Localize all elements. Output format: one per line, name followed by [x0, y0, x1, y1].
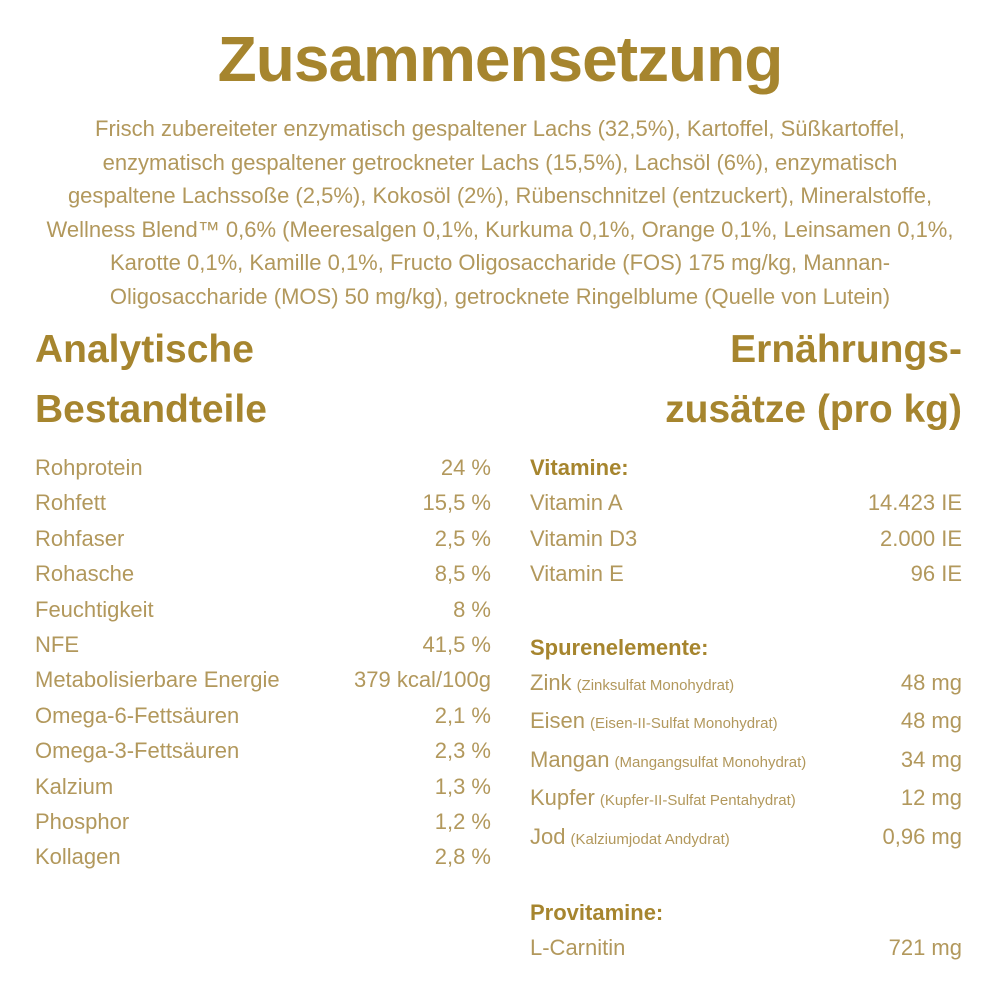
- additive-group: [530, 630, 962, 857]
- table-row: [530, 485, 962, 520]
- heading-line: Analytische: [35, 328, 254, 371]
- row-label: [530, 556, 624, 591]
- row-label: [530, 780, 796, 818]
- table-row: [35, 450, 491, 485]
- row-value: 2,8 %: [434, 844, 491, 870]
- table-row: [35, 627, 491, 662]
- table-row: [530, 703, 962, 741]
- row-label-text: Rohfett: [35, 490, 106, 516]
- row-value: 48 mg: [900, 670, 962, 696]
- row-value: 15,5 %: [422, 490, 491, 516]
- table-row: [530, 665, 962, 703]
- row-label-text: Phosphor: [35, 809, 130, 835]
- table-row: [35, 556, 491, 591]
- row-value: 96 IE: [910, 561, 962, 587]
- group-header: Vitamine:: [530, 455, 629, 480]
- row-note: (Eisen-II-Sulfat Monohydrat): [590, 715, 778, 733]
- row-note: (Zinksulfat Monohydrat): [576, 677, 735, 695]
- row-label: [35, 592, 154, 627]
- row-value: 8 %: [453, 596, 491, 622]
- row-value: 41,5 %: [422, 632, 491, 658]
- row-label: [530, 703, 778, 741]
- additive-group: [530, 450, 962, 592]
- row-label-text: Jod: [530, 823, 566, 849]
- row-note: (Kalziumjodat Andydrat): [570, 830, 730, 848]
- row-label-text: Metabolisierbare Energie: [35, 667, 280, 693]
- row-label: [35, 769, 113, 804]
- table-row: [35, 485, 491, 520]
- row-label: [530, 742, 806, 780]
- ingredients-paragraph: [40, 112, 960, 314]
- table-row: [35, 769, 491, 804]
- row-label: [35, 521, 124, 556]
- row-label-text: Omega-3-Fettsäuren: [35, 738, 240, 764]
- row-label: [530, 930, 625, 965]
- nutritional-additives-heading: [665, 320, 962, 440]
- row-value: 0,96 mg: [882, 823, 962, 849]
- row-label: [35, 662, 280, 697]
- row-label-text: Omega-6-Fettsäuren: [35, 702, 240, 728]
- ingredients-line: enzymatisch gespaltener getrockneter Lachs (15,5%), Lachsöl (6%), enzymatisch: [102, 149, 898, 175]
- row-label-text: Zink: [530, 670, 572, 696]
- additive-group: [530, 895, 962, 966]
- row-label: [35, 733, 239, 768]
- table-row: [35, 733, 491, 768]
- heading-line: Ernährungs-: [730, 328, 962, 371]
- row-label-text: Vitamin E: [530, 561, 624, 587]
- table-row: [35, 839, 491, 874]
- table-row: [530, 521, 962, 556]
- row-label-text: Rohfaser: [35, 525, 125, 551]
- ingredients-line: gespaltene Lachssoße (2,5%), Kokosöl (2%), Rübenschnitzel (entzuckert), Mineralstoffe,: [67, 183, 933, 209]
- row-label: [35, 556, 134, 591]
- table-row: [35, 662, 491, 697]
- heading-line: zusätze (pro kg): [665, 388, 962, 431]
- row-label-text: Kalzium: [35, 773, 114, 799]
- row-label: [35, 485, 106, 520]
- row-label-text: Vitamin A: [530, 490, 623, 516]
- row-label-text: Mangan: [530, 746, 610, 772]
- row-value: 1,3 %: [434, 773, 491, 799]
- row-label: [530, 819, 730, 857]
- row-label-text: Kupfer: [530, 785, 595, 811]
- table-row: [530, 930, 962, 965]
- row-label-text: Feuchtigkeit: [35, 596, 154, 622]
- row-value: 14.423 IE: [867, 490, 962, 516]
- nutritional-additives-table: [530, 450, 962, 966]
- row-label: [35, 698, 239, 733]
- row-value: 2,3 %: [434, 738, 491, 764]
- table-row: [530, 780, 962, 818]
- row-value: 2.000 IE: [880, 525, 962, 551]
- ingredients-line: Frisch zubereiteter enzymatisch gespaltener Lachs (32,5%), Kartoffel, Süßkartoffel,: [95, 116, 905, 141]
- table-row: [530, 819, 962, 857]
- analytical-constituents-heading: [35, 320, 267, 440]
- table-row: [530, 556, 962, 591]
- row-label: [530, 485, 623, 520]
- row-label-text: Eisen: [530, 708, 586, 734]
- heading-line: Bestandteile: [35, 388, 267, 431]
- row-label-text: Kollagen: [35, 844, 121, 870]
- row-label-text: L-Carnitin: [530, 935, 626, 961]
- ingredients-line: Oligosaccharide (MOS) 50 mg/kg), getrocknete Ringelblume (Quelle von Lutein): [109, 283, 891, 309]
- row-note: (Mangangsulfat Monohydrat): [614, 753, 807, 771]
- analytical-constituents-table: [35, 450, 491, 875]
- table-row: [35, 804, 491, 839]
- row-label: [530, 521, 637, 556]
- row-value: 8,5 %: [434, 561, 491, 587]
- row-value: 34 mg: [900, 746, 962, 772]
- row-value: 1,2 %: [434, 809, 491, 835]
- row-value: 12 mg: [900, 785, 962, 811]
- ingredients-line: Karotte 0,1%, Kamille 0,1%, Fructo Oligosaccharide (FOS) 175 mg/kg, Mannan-: [109, 250, 891, 276]
- row-note: (Kupfer-II-Sulfat Pentahydrat): [599, 792, 796, 810]
- page-title: Zusammensetzung: [217, 23, 783, 95]
- row-label-text: Rohasche: [35, 561, 135, 587]
- row-value: 48 mg: [900, 708, 962, 734]
- row-label-text: Vitamin D3: [530, 525, 638, 551]
- row-label: [35, 839, 121, 874]
- row-label: [35, 627, 79, 662]
- table-row: [35, 592, 491, 627]
- row-label: [35, 450, 143, 485]
- row-value: 721 mg: [888, 935, 962, 961]
- ingredients-line: Wellness Blend™ 0,6% (Meeresalgen 0,1%, Kurkuma 0,1%, Orange 0,1%, Leinsamen 0,1%,: [46, 216, 954, 242]
- table-row: [530, 742, 962, 780]
- group-header: Spurenelemente:: [530, 634, 709, 660]
- row-value: 2,1 %: [434, 702, 491, 728]
- row-value: 379 kcal/100g: [354, 667, 491, 693]
- group-header: Provitamine:: [530, 900, 664, 926]
- row-value: 24 %: [440, 455, 491, 480]
- table-row: [35, 698, 491, 733]
- table-row: [35, 521, 491, 556]
- row-value: 2,5 %: [434, 525, 491, 551]
- row-label-text: NFE: [35, 632, 79, 658]
- row-label-text: Rohprotein: [35, 455, 143, 480]
- row-label: [530, 665, 734, 703]
- row-label: [35, 804, 129, 839]
